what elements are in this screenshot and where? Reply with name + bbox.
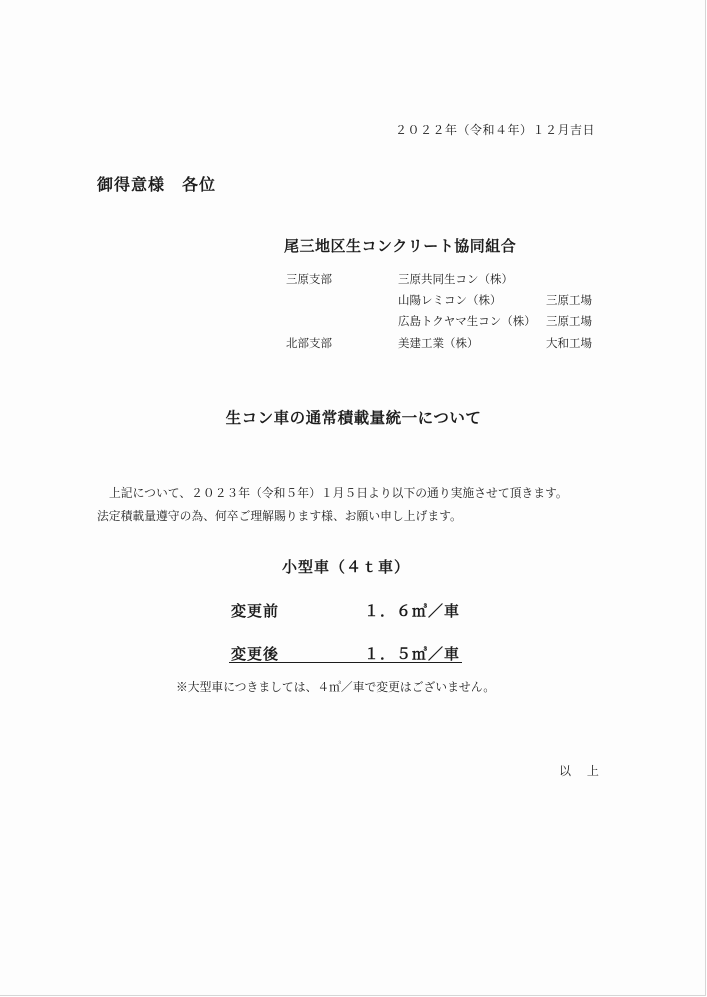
branch-name: 三原支部 — [286, 272, 332, 286]
company-name: 美建工業（株） — [398, 336, 479, 350]
addressee: 御得意様 各位 — [97, 175, 217, 194]
body-text-line-1: 上記について、２０２３年（令和５年）１月５日より以下の通り実施させて頂きます。 — [109, 486, 568, 500]
body-text-line-2: 法定積載量遵守の為、何卒ご理解賜ります様、お願い申し上げます。 — [97, 509, 462, 523]
after-change-underline — [229, 662, 462, 663]
footnote: ※大型車につきましては、４㎥／車で変更はございません。 — [176, 680, 495, 694]
company-name: 広島トクヤマ生コン（株） — [398, 314, 536, 328]
after-change-label: 変更後 — [231, 645, 280, 663]
company-name: 三原共同生コン（株） — [398, 272, 513, 286]
closing-mark: 以 上 — [559, 764, 605, 778]
plant-name: 三原工場 — [546, 314, 592, 328]
branch-name: 北部支部 — [286, 336, 332, 350]
before-change-value: １．６㎥／車 — [364, 602, 461, 620]
vehicle-class-heading: 小型車（４ｔ車） — [282, 558, 411, 576]
after-change-value: １．５㎥／車 — [364, 645, 461, 663]
plant-name: 大和工場 — [546, 336, 592, 350]
sender-organization: 尾三地区生コンクリート協同組合 — [284, 237, 517, 255]
document-title: 生コン車の通常積載量統一について — [225, 408, 482, 427]
issue-date: ２０２２年（令和４年）１２月吉日 — [394, 123, 595, 137]
before-change-label: 変更前 — [231, 602, 280, 620]
company-name: 山陽レミコン（株） — [398, 293, 502, 307]
plant-name: 三原工場 — [546, 293, 592, 307]
